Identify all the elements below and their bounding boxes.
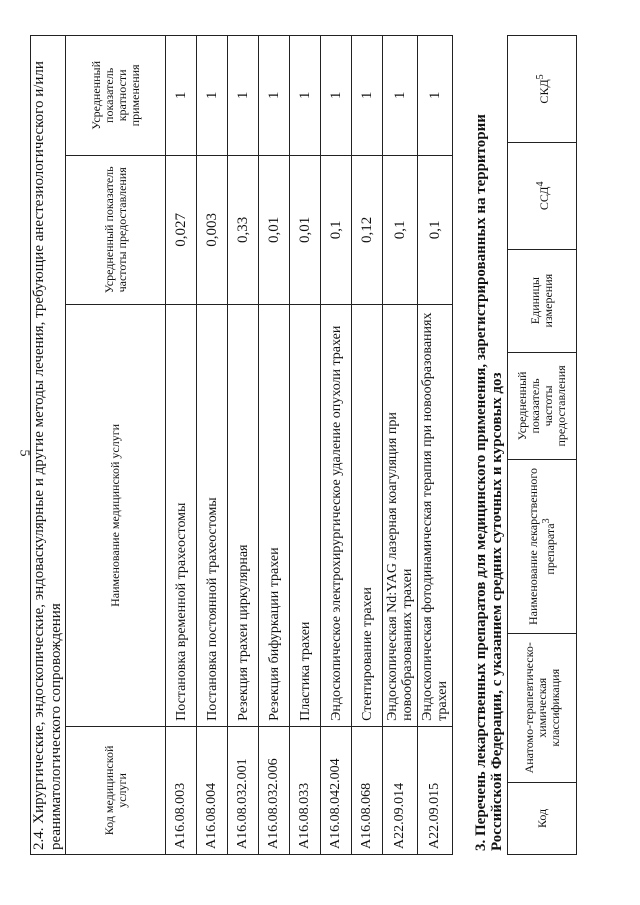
service-frequency: 0,01 <box>290 155 321 304</box>
table-row <box>228 36 259 855</box>
service-frequency: 0,027 <box>166 155 197 304</box>
table-row <box>259 36 290 855</box>
service-code: A22.09.014 <box>383 726 418 854</box>
service-code: A16.08.004 <box>197 726 228 854</box>
section-2-4-number: 2.4. <box>31 827 47 850</box>
service-code: A16.08.068 <box>352 726 383 854</box>
service-multiplicity: 1 <box>321 36 352 156</box>
service-frequency: 0,01 <box>259 155 290 304</box>
service-multiplicity: 1 <box>166 36 197 156</box>
service-multiplicity: 1 <box>383 36 418 156</box>
service-multiplicity: 1 <box>290 36 321 156</box>
section-2-4-title: Хирургические, эндоскопические, эндоваскулярные и другие методы лечения, требующие анестезиологического и/или реаниматологического сопровождения <box>31 61 64 850</box>
header-code: Код медицинской услуги <box>66 726 166 854</box>
table-header-row <box>66 36 166 855</box>
header-name: Наименование медицинской услуги <box>66 304 166 726</box>
service-frequency: 0,1 <box>418 155 453 304</box>
service-name: Резекция трахеи циркулярная <box>228 304 259 726</box>
table-row <box>197 36 228 855</box>
header-atc: Анатомо-терапевтическо-химическая классификация <box>508 633 577 782</box>
service-multiplicity: 1 <box>418 36 453 156</box>
table-row <box>352 36 383 855</box>
table-row <box>383 36 418 855</box>
service-multiplicity: 1 <box>228 36 259 156</box>
page-content <box>30 35 577 855</box>
service-frequency: 0,33 <box>228 155 259 304</box>
service-frequency: 0,1 <box>383 155 418 304</box>
table-row <box>290 36 321 855</box>
header-frequency: Усредненный показатель частоты предоставления <box>508 352 577 460</box>
service-name: Стентирование трахеи <box>352 304 383 726</box>
service-code: A16.08.033 <box>290 726 321 854</box>
table-row <box>321 36 352 855</box>
section-2-4-heading <box>31 36 66 855</box>
service-code: A16.08.042.004 <box>321 726 352 854</box>
header-skd: СКД$^5$ <box>508 36 577 143</box>
header-drug-name: Наименование лекарственного препарата$^3$ <box>508 460 577 633</box>
service-name: Эндоскопическая Nd:YAG лазерная коагуляция при новообразованиях трахеи <box>383 304 418 726</box>
page-number: 5 <box>16 449 32 457</box>
service-frequency: 0,1 <box>321 155 352 304</box>
service-name: Эндоскопическое электрохирургическое удаление опухоли трахеи <box>321 304 352 726</box>
table-row <box>418 36 453 855</box>
service-code: A16.08.032.001 <box>228 726 259 854</box>
section-3-heading: 3. Перечень лекарственных препаратов для медицинского применения, зарегистрированных на территории Российской Федерации, с указанием средних суточных и курсовых доз <box>473 114 505 851</box>
service-name: Постановка временной трахеостомы <box>166 304 197 726</box>
header-ssd: ССД$^4$ <box>508 142 577 249</box>
service-name: Эндоскопическая фотодинамическая терапия при новообразованиях трахеи <box>418 304 453 726</box>
service-code: A16.08.032.006 <box>259 726 290 854</box>
service-frequency: 0,12 <box>352 155 383 304</box>
service-code: A16.08.003 <box>166 726 197 854</box>
header-units: Единицы измерения <box>508 249 577 352</box>
service-frequency: 0,003 <box>197 155 228 304</box>
service-multiplicity: 1 <box>352 36 383 156</box>
service-multiplicity: 1 <box>197 36 228 156</box>
service-name: Резекция бифуркации трахеи <box>259 304 290 726</box>
service-name: Пластика трахеи <box>290 304 321 726</box>
header-frequency: Усредненный показатель частоты предоставления <box>66 155 166 304</box>
service-name: Постановка постоянной трахеостомы <box>197 304 228 726</box>
table-row <box>166 36 197 855</box>
service-code: A22.09.015 <box>418 726 453 854</box>
header-code: Код <box>508 782 577 854</box>
services-table <box>30 35 453 855</box>
service-multiplicity: 1 <box>259 36 290 156</box>
header-multiplicity: Усредненный показатель кратности применения <box>66 36 166 156</box>
table-header-row <box>508 36 577 855</box>
drugs-table <box>507 35 577 855</box>
